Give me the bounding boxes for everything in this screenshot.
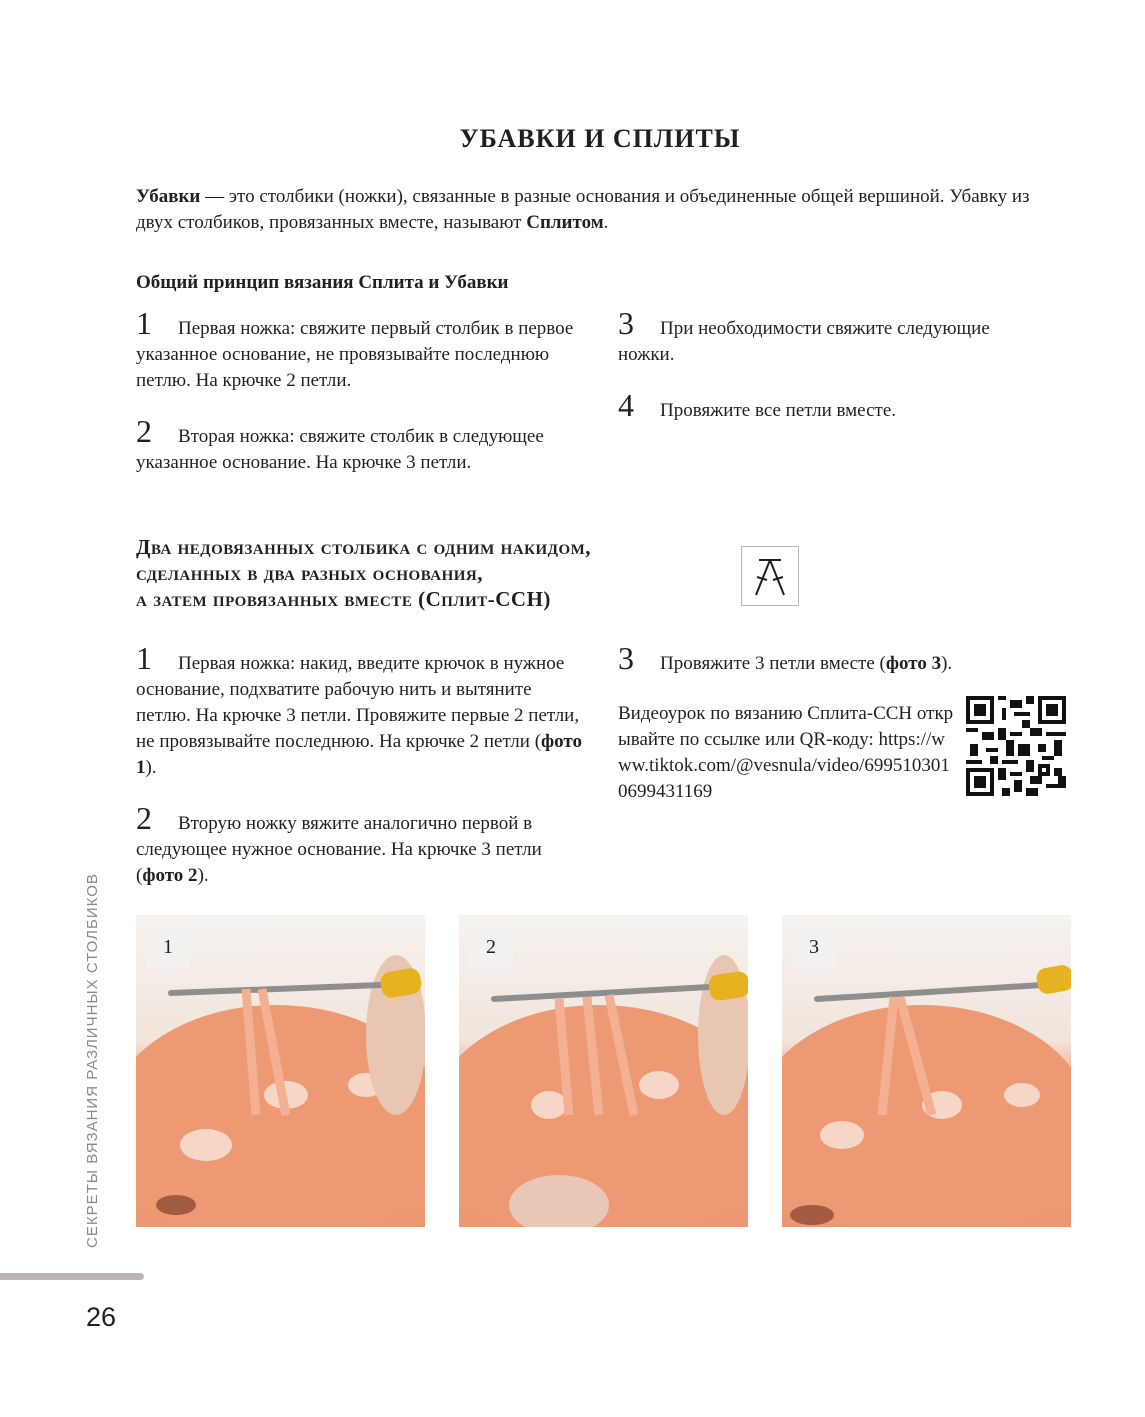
section2-step-1 xyxy=(136,640,586,781)
side-chapter-title: СЕКРЕТЫ ВЯЗАНИЯ РАЗЛИЧНЫХ СТОЛБИКОВ xyxy=(84,873,101,1248)
photo-label: 3 xyxy=(792,925,836,969)
split-dc-symbol-icon xyxy=(741,546,799,606)
photo-ref: фото 2 xyxy=(142,865,198,886)
section2-step-2 xyxy=(136,800,586,889)
step-number: 3 xyxy=(618,305,634,341)
step-text-end: ). xyxy=(197,865,209,886)
intro-paragraph xyxy=(136,184,1046,236)
step-text: Провяжите 3 петли вместе ( xyxy=(660,653,886,674)
step-text: Первая ножка: накид, введите крючок в нужное основание, подхватите рабочую нить и вытяните петлю. На крючке 3 петли. Провяжите первые 2 петли, не провязывайте последнюю. На крючке 2 петли ( xyxy=(136,653,580,752)
intro-term-split: Сплитом xyxy=(526,212,604,233)
photo-ref: фото 1 xyxy=(136,731,583,778)
section1-right-column xyxy=(618,305,1048,448)
photo-label: 2 xyxy=(469,925,513,969)
qr-code-icon[interactable] xyxy=(966,696,1066,796)
section1-step-1 xyxy=(136,305,586,394)
step-text: Первая ножка: свяжите первый столбик в первое указанное основание, не провязывайте последнюю петлю. На крючке 2 петли. xyxy=(136,318,574,391)
step-number: 3 xyxy=(618,640,634,676)
section1-step-4 xyxy=(618,387,1048,424)
section1-left-column xyxy=(136,305,586,500)
page-title: УБАВКИ И СПЛИТЫ xyxy=(459,124,741,153)
intro-text-1: — это столбики (ножки), связанные в разные основания и объединенные общей вершиной. Убавку из двух столбиков, провязанных вместе, называют xyxy=(136,186,1030,233)
step-text-end: ). xyxy=(941,653,953,674)
section2-heading xyxy=(136,534,736,612)
section1-step-3 xyxy=(618,305,1048,368)
section2-heading-line3: а затем провязанных вместе (Сплит-ССН) xyxy=(136,587,551,611)
step-number: 2 xyxy=(136,413,152,449)
section2-step-3 xyxy=(618,640,1048,677)
section1-heading: Общий принцип вязания Сплита и Убавки xyxy=(136,272,509,293)
section2-left-column xyxy=(136,640,586,913)
step-text: Вторую ножку вяжите аналогично первой в следующее нужное основание. На крючке 3 петли ( xyxy=(136,813,542,886)
page-number: 26 xyxy=(86,1302,117,1332)
step-number: 4 xyxy=(618,387,634,423)
intro-term-ubavki: Убавки xyxy=(136,186,201,207)
video-link[interactable]: https://www.tiktok.com/@vesnula/video/6995103010699431169 xyxy=(618,729,950,802)
intro-text-2: . xyxy=(603,212,609,233)
step-text: Вторая ножка: свяжите столбик в следующее указанное основание. На крючке 3 петли. xyxy=(136,426,544,473)
video-text: Видеоурок по вязанию Сплита-ССН открывайте по ссылке или QR-коду: xyxy=(618,703,954,750)
step-text: Провяжите все петли вместе. xyxy=(660,400,896,421)
section2-heading-line1: Два недовязанных столбика с одним накидом, xyxy=(136,535,592,559)
section1-step-2 xyxy=(136,413,586,476)
step-number: 2 xyxy=(136,800,152,836)
step-text-end: ). xyxy=(145,757,157,778)
photo-3 xyxy=(782,915,1071,1227)
section2-heading-line2: сделанных в два разных основания, xyxy=(136,561,484,585)
step-number: 1 xyxy=(136,640,152,676)
photo-2 xyxy=(459,915,748,1227)
step-number: 1 xyxy=(136,305,152,341)
step-text: При необходимости свяжите следующие ножки. xyxy=(618,318,990,365)
photo-1 xyxy=(136,915,425,1227)
video-note xyxy=(618,701,958,805)
section2-right-column xyxy=(618,640,958,805)
photo-ref: фото 3 xyxy=(885,653,942,674)
side-accent-bar xyxy=(0,1273,144,1280)
photo-label: 1 xyxy=(146,925,190,969)
